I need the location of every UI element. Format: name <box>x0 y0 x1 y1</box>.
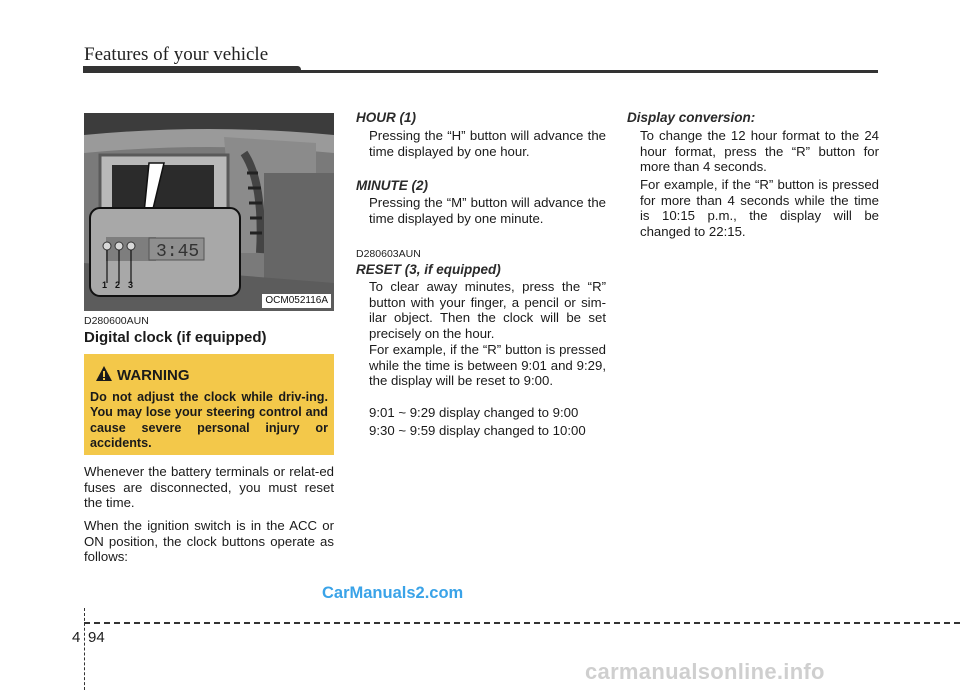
warning-box <box>84 354 334 455</box>
minute-heading: MINUTE (2) <box>356 178 428 193</box>
warning-title: WARNING <box>117 367 190 384</box>
section-code: D280600AUN <box>84 315 149 327</box>
reset-heading: RESET (3, if equipped) <box>356 262 501 277</box>
chapter-number: 4 <box>72 629 81 646</box>
callout-1: 1 <box>102 280 108 290</box>
dashboard-illustration <box>84 113 334 311</box>
section-heading: Digital clock (if equipped) <box>84 329 267 346</box>
header-rule-thin <box>298 70 878 73</box>
callout-2: 2 <box>115 280 121 290</box>
dashboard-clock-photo <box>84 113 334 311</box>
page-header-title: Features of your vehicle <box>84 44 269 65</box>
section-code-2: D280603AUN <box>356 248 421 260</box>
reset-text-1: To clear away minutes, press the “R” button with your finger, a pencil or sim-ilar object. Then the clock will be set precisely on the hour. <box>369 279 606 341</box>
warning-text: Do not adjust the clock while driv-ing. You may lose your steering control and cause severe personal injury or accidents. <box>90 390 328 451</box>
warning-triangle-icon <box>95 365 113 382</box>
minute-text: Pressing the “M” button will advance the time displayed by one minute. <box>369 195 606 226</box>
footer-vertical-rule <box>84 608 85 690</box>
reset-text-4: 9:30 ~ 9:59 display changed to 10:00 <box>369 423 586 438</box>
reset-text-2: For example, if the “R” button is pressed while the time is between 9:01 and 9:29, the display will be reset to 9:00. <box>369 342 606 389</box>
watermark-link[interactable]: CarManuals2.com <box>322 584 464 602</box>
clock-display-readout: 3:45 <box>156 242 200 262</box>
page-number: 94 <box>88 629 105 646</box>
conversion-text-2: For example, if the “R” button is pressed for more than 4 seconds while the time is 10:15 p.m., the display will be changed to 22:15. <box>640 177 879 239</box>
footer-rule <box>84 622 960 624</box>
callout-3: 3 <box>128 280 134 290</box>
hour-heading: HOUR (1) <box>356 110 416 125</box>
intro-paragraph-1: Whenever the battery terminals or relat-ed fuses are disconnected, you must reset the time. <box>84 464 334 511</box>
reset-text-3: 9:01 ~ 9:29 display changed to 9:00 <box>369 405 579 420</box>
conversion-heading: Display conversion: <box>627 110 756 125</box>
intro-paragraph-2: When the ignition switch is in the ACC or ON position, the clock buttons operate as follows: <box>84 518 334 565</box>
conversion-text-1: To change the 12 hour format to the 24 hour format, press the “R” button for more than 4 seconds. <box>640 128 879 175</box>
figure-caption: OCM052116A <box>262 294 331 308</box>
site-watermark: carmanualsonline.info <box>585 659 825 684</box>
header-rule-thick <box>83 66 301 73</box>
hour-text: Pressing the “H” button will advance the time displayed by one hour. <box>369 128 606 159</box>
